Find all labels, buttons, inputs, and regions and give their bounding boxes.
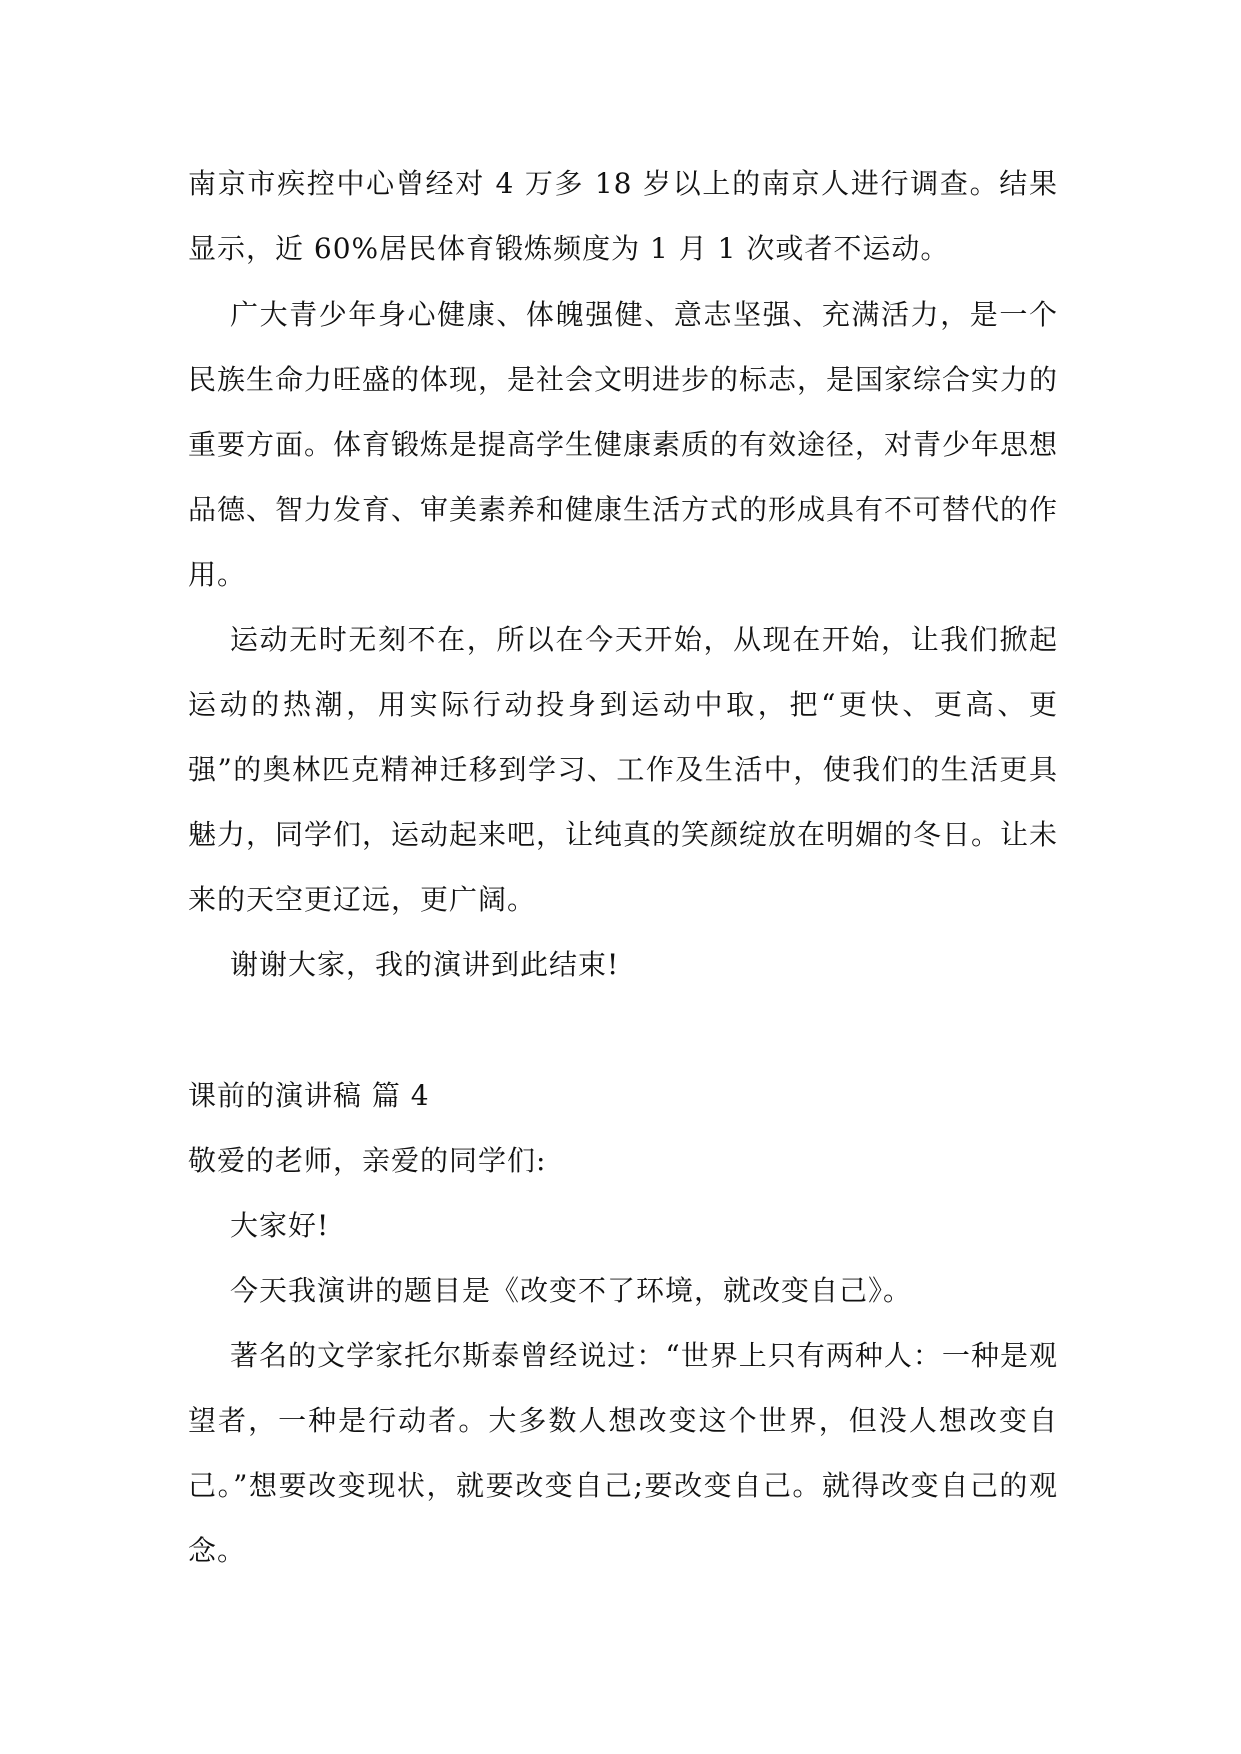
paragraph-youth-health: 广大青少年身心健康、体魄强健、意志坚强、充满活力，是一个民族生命力旺盛的体现，是社会文明进步的标志，是国家综合实力的重要方面。体育锻炼是提高学生健康素质的有效途径，对青少年思想品德、智力发育、审美素养和健康生活方式的形成具有不可替代的作用。 <box>188 298 1059 591</box>
section-title: 课前的演讲稿 篇 4 <box>188 1079 430 1112</box>
paragraph-closing: 谢谢大家，我的演讲到此结束! <box>230 948 620 981</box>
salutation: 敬爱的老师，亲爱的同学们: <box>188 1144 547 1177</box>
paragraph-survey: 南京市疾控中心曾经对 4 万多 18 岁以上的南京人进行调查。结果显示，近 60%居民体育锻炼频度为 1 月 1 次或者不运动。 <box>188 167 1058 265</box>
paragraph-tolstoy-quote: 著名的文学家托尔斯泰曾经说过：“世界上只有两种人：一种是观望者，一种是行动者。大多数人想改变这个世界，但没人想改变自己。”想要改变现状，就要改变自己;要改变自己。就得改变自己的观念。 <box>188 1339 1058 1567</box>
greeting: 大家好! <box>230 1209 330 1242</box>
speech-topic: 今天我演讲的题目是《改变不了环境，就改变自己》。 <box>230 1274 913 1307</box>
paragraph-exercise-call: 运动无时无刻不在，所以在今天开始，从现在开始，让我们掀起运动的热潮，用实际行动投身到运动中取，把“更快、更高、更强”的奥林匹克精神迁移到学习、工作及生活中，使我们的生活更具魅力，同学们，运动起来吧，让纯真的笑颜绽放在明媚的冬日。让未来的天空更辽远，更广阔。 <box>188 623 1059 916</box>
